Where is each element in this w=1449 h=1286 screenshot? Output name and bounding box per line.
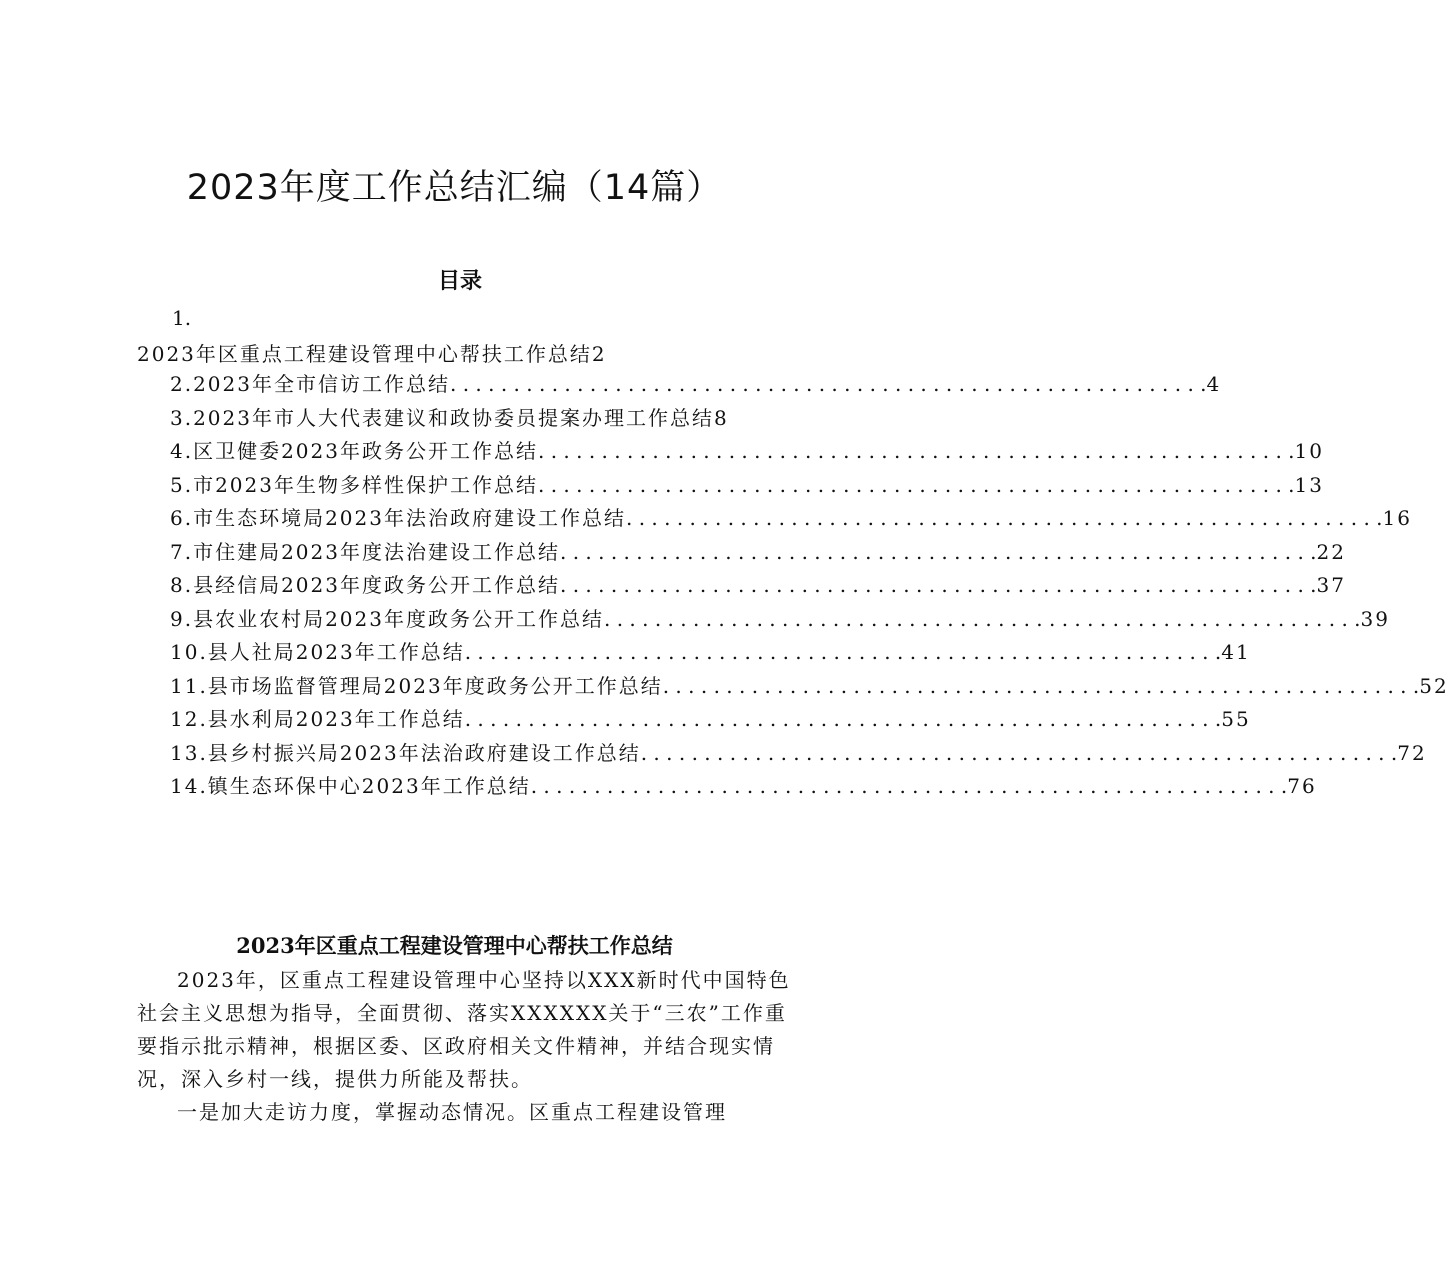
toc-item-title: 2.2023年全市信访工作总结 bbox=[170, 372, 450, 396]
toc-item-page: 37 bbox=[1316, 573, 1346, 597]
toc-leader-dots: . . . . . . . . . . . . . . . . . . . . . . . . . . . . . . . . . . . . . . . . . . . . . . . . . . . . . . . . . . . . bbox=[530, 774, 1288, 798]
toc-leader-dots: . . . . . . . . . . . . . . . . . . . . . . . . . . . . . . . . . . . . . . . . . . . . . . . . . . . . . . . . . . . . bbox=[464, 640, 1222, 664]
toc-item-title: 14.镇生态环保中心2023年工作总结 bbox=[170, 774, 531, 798]
toc-item[interactable] bbox=[170, 603, 1390, 637]
toc-first-number: 1. bbox=[172, 306, 192, 330]
section-body bbox=[137, 964, 797, 1129]
body-paragraph: 一是加大走访力度，掌握动态情况。区重点工程建设管理 bbox=[177, 1100, 727, 1124]
toc-item[interactable] bbox=[170, 670, 1449, 704]
toc-heading: 目录 bbox=[437, 268, 482, 294]
toc-leader-dots: . . . . . . . . . . . . . . . . . . . . . . . . . . . . . . . . . . . . . . . . . . . . . . . . . . . . . . . . . . . . bbox=[559, 539, 1317, 564]
toc-item-page: 22 bbox=[1316, 539, 1346, 564]
toc-list bbox=[170, 368, 1449, 804]
toc-leader-dots: . . . . . . . . . . . . . . . . . . . . . . . . . . . . . . . . . . . . . . . . . . . . . . . . . . . . . . . . . . . . bbox=[640, 740, 1398, 765]
toc-item-page: 16 bbox=[1382, 506, 1412, 530]
toc-first-title: 2023年区重点工程建设管理中心帮扶工作总结2 bbox=[137, 342, 607, 366]
toc-leader-dots: . . . . . . . . . . . . . . . . . . . . . . . . . . . . . . . . . . . . . . . . . . . . . . . . . . . . . . . . . . . . bbox=[537, 439, 1295, 463]
toc-item[interactable] bbox=[170, 368, 1222, 402]
toc-item-page: 76 bbox=[1287, 774, 1317, 798]
toc-leader-dots: . . . . . . . . . . . . . . . . . . . . . . . . . . . . . . . . . . . . . . . . . . . . . . . . . . . . . . . . . . . . bbox=[625, 506, 1383, 530]
document-title: 2023年度工作总结汇编（14篇） bbox=[186, 168, 723, 208]
toc-item[interactable] bbox=[170, 502, 1412, 536]
toc-item[interactable] bbox=[170, 435, 1324, 469]
toc-item[interactable] bbox=[170, 703, 1251, 737]
toc-item-title: 12.县水利局2023年工作总结 bbox=[170, 707, 465, 731]
toc-item[interactable] bbox=[170, 737, 1427, 771]
toc-item-title: 11.县市场监督管理局2023年度政务公开工作总结 bbox=[170, 673, 663, 698]
toc-item-page: 52 bbox=[1419, 673, 1449, 698]
toc-item[interactable] bbox=[170, 402, 758, 436]
toc-item-page: 4 bbox=[1206, 372, 1222, 396]
toc-item-page: 39 bbox=[1360, 606, 1390, 631]
toc-item-title: 8.县经信局2023年度政务公开工作总结 bbox=[170, 573, 560, 597]
toc-item[interactable] bbox=[170, 636, 1251, 670]
toc-item[interactable] bbox=[170, 536, 1346, 570]
toc-item-page: 55 bbox=[1221, 707, 1251, 731]
toc-leader-dots: . . . . . . . . . . . . . . . . . . . . . . . . . . . . . . . . . . . . . . . . . . . . . . . . . . . . . . . . . . . . bbox=[464, 707, 1222, 731]
toc-item-page: 13 bbox=[1294, 472, 1324, 497]
toc-item-title: 9.县农业农村局2023年度政务公开工作总结 bbox=[170, 606, 604, 631]
toc-leader-dots: . . . . . . . . . . . . . . . . . . . . . . . . . . . . . . . . . . . . . . . . . . . . . . . . . . . . . . . . . . . . bbox=[662, 673, 1420, 698]
section-title: 2023年区重点工程建设管理中心帮扶工作总结 bbox=[236, 933, 673, 958]
toc-item-title: 13.县乡村振兴局2023年法治政府建设工作总结 bbox=[170, 740, 641, 765]
toc-leader-dots: . . . . . . . . . . . . . . . . . . . . . . . . . . . . . . . . . . . . . . . . . . . . . . . . . . . . . . . . . . . . bbox=[559, 573, 1317, 597]
toc-item-page: 10 bbox=[1294, 439, 1324, 463]
body-paragraph: 2023年，区重点工程建设管理中心坚持以XXX新时代中国特色社会主义思想为指导，全面贯彻、落实XXXXXX关于“三农”工作重要指示批示精神，根据区委、区政府相关文件精神，并结合现实情况，深入乡村一线，提供力所能及帮扶。 bbox=[137, 968, 791, 1091]
toc-item[interactable] bbox=[170, 469, 1324, 503]
toc-item-title: 10.县人社局2023年工作总结 bbox=[170, 640, 465, 664]
toc-leader-dots: . . . . . . . . . . . . . . . . . . . . . . . . . . . . . . . . . . . . . . . . . . . . . . . . . . . . . . . . . . . . bbox=[537, 472, 1295, 497]
toc-item-title: 3.2023年市人大代表建议和政协委员提案办理工作总结8 bbox=[170, 405, 729, 430]
toc-item-page: 41 bbox=[1221, 640, 1251, 664]
toc-item-title: 6.市生态环境局2023年法治政府建设工作总结 bbox=[170, 506, 626, 530]
toc-item-title: 7.市住建局2023年度法治建设工作总结 bbox=[170, 539, 560, 564]
toc-item-title: 5.市2023年生物多样性保护工作总结 bbox=[170, 472, 538, 497]
toc-item-title: 4.区卫健委2023年政务公开工作总结 bbox=[170, 439, 538, 463]
toc-item[interactable] bbox=[170, 569, 1346, 603]
toc-item[interactable] bbox=[170, 770, 1317, 804]
toc-item-page: 72 bbox=[1397, 740, 1427, 765]
toc-leader-dots: . . . . . . . . . . . . . . . . . . . . . . . . . . . . . . . . . . . . . . . . . . . . . . . . . . . . . . . . . . . . bbox=[603, 606, 1361, 631]
toc-leader-dots: . . . . . . . . . . . . . . . . . . . . . . . . . . . . . . . . . . . . . . . . . . . . . . . . . . . . . . . . . . . . bbox=[449, 372, 1207, 396]
